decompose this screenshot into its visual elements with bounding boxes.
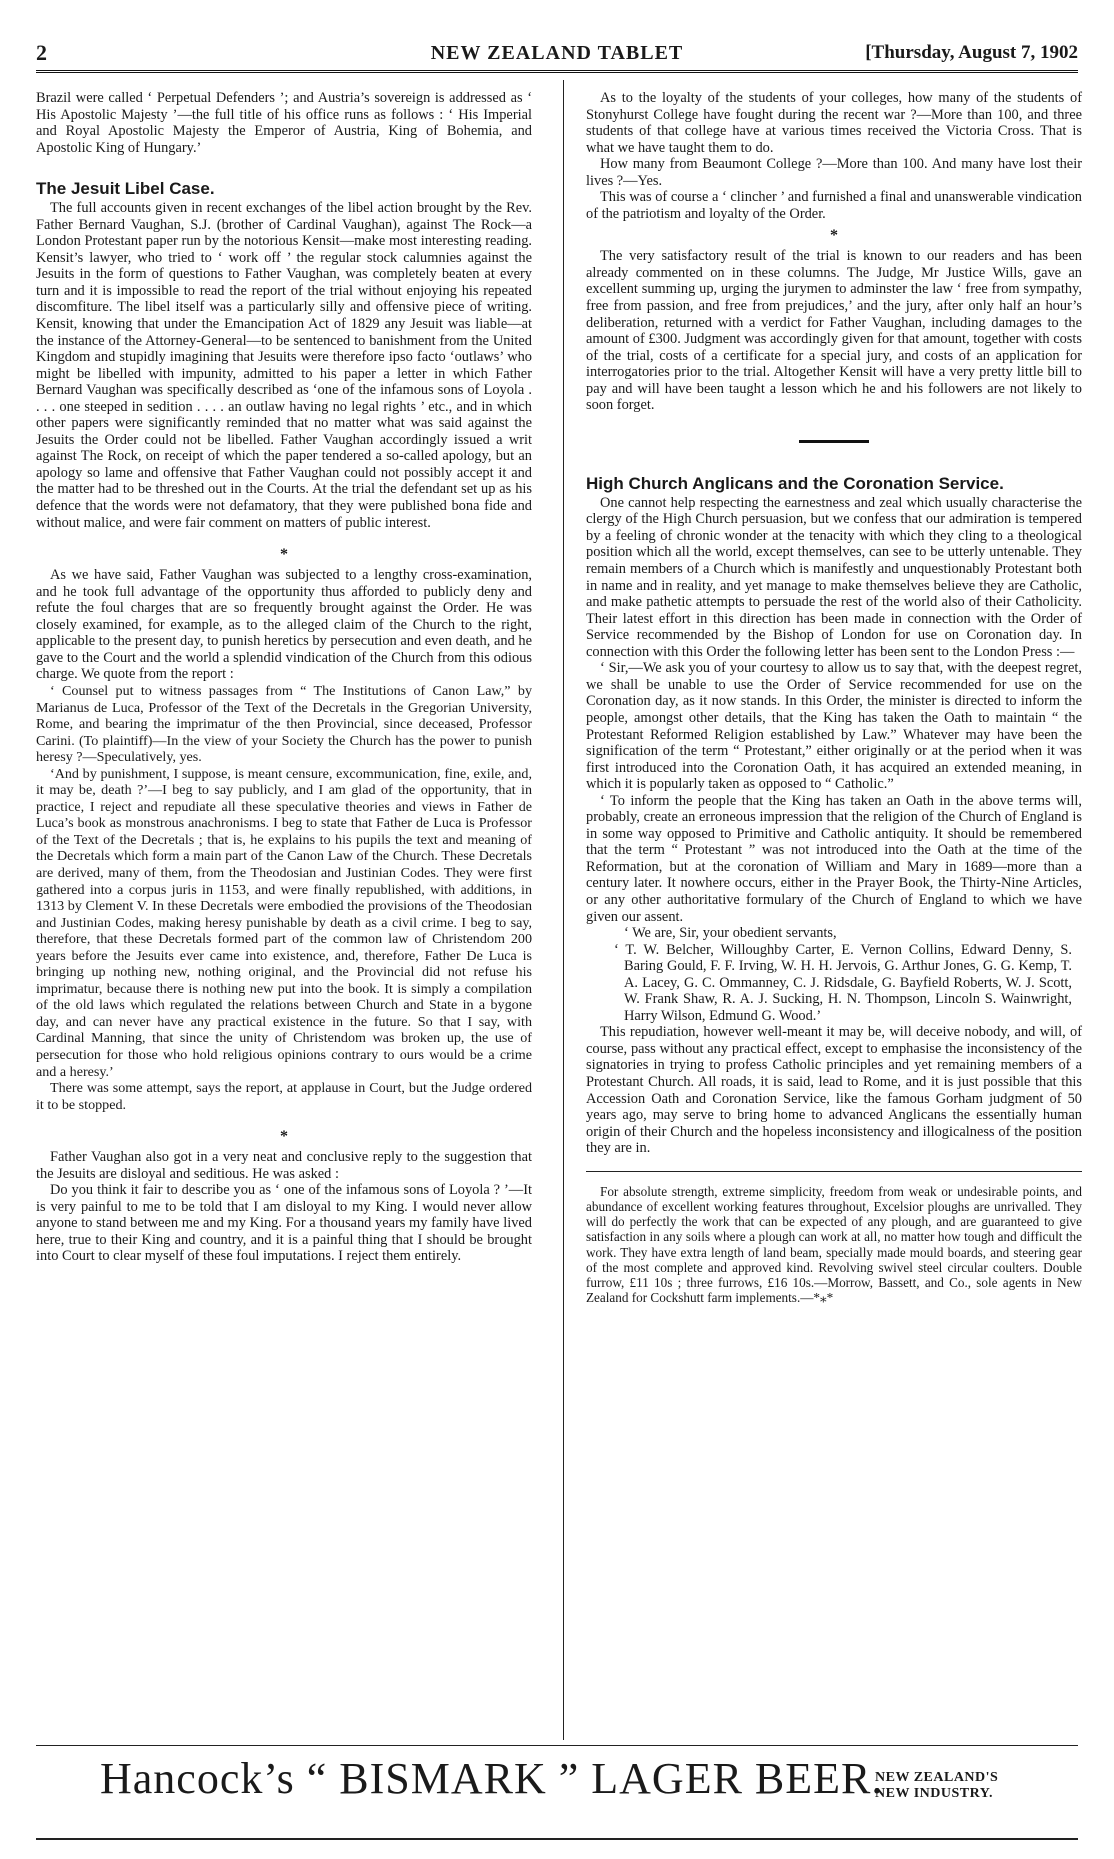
issue-date: [Thursday, August 7, 1902 <box>865 42 1078 63</box>
left-column <box>36 90 532 1265</box>
signatory-list: ‘ T. W. Belcher, Willoughby Carter, E. Vernon Collins, Edward Denny, S. Baring Gould, F. F. Irving, W. H. H. Jervois, G. Arthur Jones, G. G. Kemp, T. A. Lacey, G. C. Ommanney, C. J. Ridsdale, G. Bayfield Roberts, W. J. Scott, W. Frank Shaw, R. A. J. Sucking, H. N. Thompson, Lincoln S. Wainwright, Harry Wilson, Edmund G. Wood.’ <box>614 941 1072 1024</box>
tagline-line-1: NEW ZEALAND'S <box>875 1770 999 1785</box>
loyalty-paragraph-2: How many from Beaumont College ?—More than 100. And many have lost their lives ?—Yes. <box>586 156 1082 189</box>
page-number: 2 <box>36 40 47 65</box>
high-church-heading: High Church Anglicans and the Coronation Service. <box>586 473 1004 493</box>
jesuit-paragraph-4: Do you think it fair to describe you as ‘ one of the infamous sons of Loyola ? ’—It is very painful to me to be told that I am disloyal to my King. I would never allow anyone to stand between me and my King. For a thousand years my family have lived here, true to their King and country, and it is a painful thing that I should be brought into Court to clear myself of these foul imputations. I reject them entirely. <box>36 1182 532 1265</box>
high-church-paragraph-1: One cannot help respecting the earnestness and zeal which usually characterise the clergy of the High Church persuasion, but we confess that our admiration is tempered by a feeling of chronic wonder at the tenacity with which they cling to a theological position which all the world, except themselves, can see to be utterly untenable. They remain members of a Church which is manifestly and unquestionably Protestant both in name and in reality, and yet manage to make themselves believe they are Catholic, and make pathetic attempts to persuade the rest of the world also of their Catholicity. Their latest effort in this direction has been made in connection with the Order of Service recommended by the Bishop of London for use on Coronation day. In connection with this Order the following letter has been sent to the London Press :— <box>586 494 1082 660</box>
jesuit-libel-heading: The Jesuit Libel Case. <box>36 179 215 199</box>
letter-paragraph-1: ‘ Sir,—We ask you of your courtesy to allow us to say that, with the deepest regret, we shall be unable to use the Order of Service recommended for use on the Coronation day, as it now stands. In this Order, the minister is directed to inform the people, amongst other details, that the King has taken the Oath to maintain “ the Protestant Reformed Religion established by Law.” Whatever may have been the signification of the term “ Protestant,” either originally or at the period when it was first introduced into the Coronation Oath, it has acquired an extended meaning, in which it is popularly taken as opposed to “ Catholic.” <box>586 660 1082 793</box>
intro-paragraph: Brazil were called ‘ Perpetual Defenders ’; and Austria’s sovereign is addressed as ‘ His Apostolic Majesty ’—the full title of his office runs as follows : ‘ His Imperial and Royal Apostolic Majesty the Emperor of Austria, King of Bohemia, and Apostolic King of Hungary.’ <box>36 90 532 156</box>
header-rule <box>36 70 1078 73</box>
quote-paragraph-2: ‘And by punishment, I suppose, is meant censure, excommunication, fine, exile, and, it may be, death ?’—I beg to say publicly, and I am glad of the opportunity, that in practice, I reject and repudiate all these speculative theories and views in Father de Luca’s book as monstrous anachronisms. I beg to state that Father de Luca is Professor of the Text of the Decretals ; that is, he explains to his pupils the text and meaning of the Decretals which form a main part of the Canon Law of the Church. These Decretals are derived, many of them, from the Theodosian and Justinian Codes. They were first gathered into a corpus juris in 1153, and were finally republished, with additions, in 1313 by Clement V. In these Decretals were embodied the provisions of the Theodosian and Justinian Codes, making heresy punishable by death as a civil crime. I beg to say, therefore, that these Decretals formed part of the common law of Christendom 200 years before the Jesuits ever came into existence, and, therefore, Father De Luca is bringing up nothing new, nothing original, and the Provincial did not refuse his imprimatur, because there is nothing new put into the book. It is simply a compilation of the old laws which regulated the relations between Church and State in a bygone day, and can never have any practical existence in the future. So that I say, with Cardinal Manning, that since the unity of Christendom was broken up, the use of persecution for those who hold religious opinions contrary to ours would be a crime and a heresy.’ <box>36 765 532 1080</box>
section-rule <box>799 440 869 443</box>
letter-signatories <box>614 925 1072 1024</box>
plough-ad-text: For absolute strength, extreme simplicity, freedom from weak or undesirable points, and abundance of excellent working features throughout, Excelsior ploughs are unrivalled. They will do perfectly the work that can be expected of any plough, and are guaranteed to give satisfaction in any soils where a plough can work at all, no matter how tough and difficult the work. They have extra length of land beam, specially made mould boards, and steering gear of the most complete and approved kind. Revolving swivel steel circular coulters. Double furrow, £11 10s ; three furrows, £16 10s.—Morrow, Bassett, and Co., sole agents in New Zealand for Cockshutt farm implements.—*⁎* <box>586 1183 1082 1306</box>
loyalty-paragraph-1: As to the loyalty of the students of your colleges, how many of the students of Stonyhurst College have fought during the recent war ?—More than 100, and three students of that college have at various times received the Victoria Cross. That is what we have taught them to do. <box>586 90 1082 156</box>
industry-tagline <box>875 1770 998 1802</box>
quote-paragraph-3: There was some attempt, says the report, at applause in Court, but the Judge ordered it to be stopped. <box>36 1080 532 1113</box>
footer-rule-bottom <box>36 1838 1078 1840</box>
letter-closing: ‘ We are, Sir, your obedient servants, <box>624 925 837 942</box>
jesuit-paragraph-2: As we have said, Father Vaughan was subjected to a lengthy cross-examination, and he took full advantage of the opportunity thus afforded to publicly deny and refute the foul charges that are so frequently brought against the Order. He was closely examined, for example, as to the alleged claim of the Church to the right, applicable to the present day, to punish heretics by persecution and even death, and he gave to the Court and the world a splendid vindication of the Church from this odious charge. We quote from the report : <box>36 567 532 683</box>
beer-advertisement: Hancock’s “ BISMARK ” LAGER BEER. <box>100 1754 884 1803</box>
section-asterisk: * <box>280 1128 288 1146</box>
column-divider <box>563 80 564 1740</box>
jesuit-paragraph-3: Father Vaughan also got in a very neat and conclusive reply to the suggestion that the Jesuits are disloyal and seditious. He was asked : <box>36 1149 532 1182</box>
letter-paragraph-2: ‘ To inform the people that the King has taken an Oath in the above terms will, probably, create an erroneous impression that the religion of the Church of England is in some way opposed to Primitive and Catholic antiquity. It should be remembered that the term “ Protestant ” was not introduced into the Oath at the time of the Reformation, but at the coronation of William and Mary in 1689—more than a century later. It nowhere occurs, either in the Prayer Book, the Thirty-Nine Articles, or any other authoritative formulary of the Church of England to which we have given our assent. <box>586 792 1082 925</box>
verdict-paragraph: The very satisfactory result of the trial is known to our readers and has been already commented on in these columns. The Judge, Mr Justice Wills, gave an excellent summing up, urging the jurymen to adminster the law ‘ free from sympathy, free from passion, and free from prejudices,’ and the jury, after only half an hour’s deliberation, returned with a verdict for Father Vaughan, including damages to the amount of £300. Judgment was accordingly given for that amount, together with costs of the trial, costs of a certificate for a special jury, and costs of an application for interrogatories prior to the trial. Altogether Kensit will have a very pretty little bill to pay and will have been taught a lesson which he and his followers are not likely to soon forget. <box>586 248 1082 414</box>
plough-advertisement <box>586 1184 1082 1306</box>
section-asterisk: * <box>830 227 838 245</box>
jesuit-paragraph-1: The full accounts given in recent exchanges of the libel action brought by the Rev. Father Bernard Vaughan, S.J. (brother of Cardinal Vaughan), against The Rock—a London Protestant paper run by the notorious Kensit—make most interesting reading. Kensit’s lawyer, who tried to ‘ work off ’ the regular stock calumnies against the Jesuits in the form of questions to Father Vaughan, was completely beaten at every turn and it is impossible to read the report of the trial without enjoying his repeated discomfiture. The libel itself was a particularly silly and offensive piece of writing. Kensit, knowing that under the Emancipation Act of 1829 any Jesuit was liable—at the instance of the Attorney-General—to be sentenced to banishment from the United Kingdom and stupidly imagining that Jesuits were therefore ipso facto ‘outlaws’ who might be libelled with impunity, admitted to his paper a letter in which Father Bernard Vaughan was specifically described as ‘one of the infamous sons of Loyola . . . . one steeped in sedition . . . . an outlaw having no legal rights ’ etc., and in which other papers were significantly reminded that no matter what was said against the Jesuits the Order could not be libelled. Father Vaughan accordingly issued a writ against The Rock, on receipt of which the paper tendered a so-called apology, but an apology so lame and offensive that Father Vaughan could not possibly accept it and the matter had to be threshed out in the Courts. At the trial the defendant set up as his defence that the words were not defamatory, that they were published bona fide and without malice, and were fair comment on matters of public interest. <box>36 200 532 531</box>
quote-paragraph-1: ‘ Counsel put to witness passages from “ The Institutions of Canon Law,” by Marianus de Luca, Professor of the Text of the Decretals in the Gregorian University, Rome, and bearing the imprimatur of the then Provincial, since deceased, Professor Carini. (To plaintiff)—In the view of your Society the Church has the power to punish heresy ?—Speculatively, yes. <box>36 682 532 766</box>
advert-rule <box>586 1171 1082 1172</box>
high-church-paragraph-2: This repudiation, however well-meant it may be, will deceive nobody, and will, of course, pass without any practical effect, except to emphasise the inconsistency of the signatories in trying to profess Catholic principles and yet remaining members of a Protestant Church. All roads, it is said, lead to Rome, and it is just possible that this Accession Oath and Coronation Service, like the famous Gorham judgment of 50 years ago, may serve to bring home to advanced Anglicans the essentially human origin of their Church and the hopeless inconsistency and illogicalness of the position they are in. <box>586 1024 1082 1157</box>
court-report-quote <box>36 683 532 1113</box>
publication-title: NEW ZEALAND TABLET <box>430 42 684 64</box>
footer-rule-top <box>36 1745 1078 1746</box>
section-asterisk: * <box>280 546 288 564</box>
running-header <box>36 40 1078 66</box>
tagline-line-2: NEW INDUSTRY. <box>875 1786 994 1801</box>
loyalty-paragraph-3: This was of course a ‘ clincher ’ and furnished a final and unanswerable vindication of the patriotism and loyalty of the Order. <box>586 189 1082 222</box>
right-column <box>586 90 1082 1305</box>
